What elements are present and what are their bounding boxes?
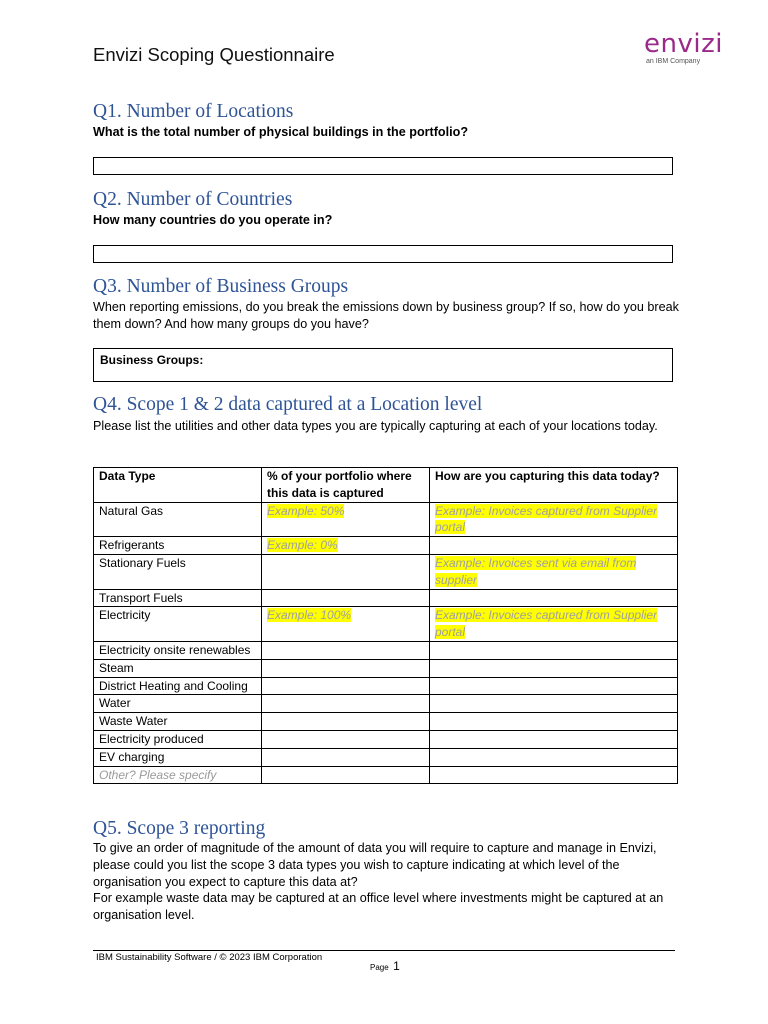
table-row xyxy=(94,589,678,607)
q1-answer-field[interactable] xyxy=(93,157,673,175)
table-row xyxy=(94,554,678,589)
example-hint: Example: Invoices captured from Supplier portal xyxy=(435,608,658,640)
data-type-cell: District Heating and Cooling xyxy=(94,677,262,695)
other-data-type-cell[interactable]: Other? Please specify xyxy=(94,766,262,784)
portfolio-pct-cell[interactable] xyxy=(262,607,430,642)
q3-heading: Q3. Number of Business Groups xyxy=(93,276,349,297)
table-row xyxy=(94,677,678,695)
capture-method-cell[interactable] xyxy=(430,554,678,589)
portfolio-pct-cell[interactable] xyxy=(262,713,430,731)
portfolio-pct-cell[interactable] xyxy=(262,659,430,677)
q2-question: How many countries do you operate in? xyxy=(93,213,333,227)
q1-heading: Q1. Number of Locations xyxy=(93,101,294,122)
table-row xyxy=(94,537,678,555)
capture-method-cell[interactable] xyxy=(430,589,678,607)
capture-method-cell[interactable] xyxy=(430,607,678,642)
portfolio-pct-cell[interactable] xyxy=(262,730,430,748)
data-type-cell: Stationary Fuels xyxy=(94,554,262,589)
envizi-logo xyxy=(644,30,740,66)
capture-method-cell[interactable] xyxy=(430,659,678,677)
capture-method-cell[interactable] xyxy=(430,766,678,784)
portfolio-pct-cell[interactable] xyxy=(262,537,430,555)
portfolio-pct-cell[interactable] xyxy=(262,695,430,713)
capture-method-cell[interactable] xyxy=(430,677,678,695)
page-number-value: 1 xyxy=(393,959,400,973)
table-row xyxy=(94,730,678,748)
example-hint: Example: 100% xyxy=(267,608,352,623)
capture-method-cell[interactable] xyxy=(430,502,678,537)
column-header-portfolio-pct: % of your portfolio where this data is captured xyxy=(262,468,430,503)
logo-tagline: an IBM Company xyxy=(646,58,701,65)
capture-method-cell[interactable] xyxy=(430,730,678,748)
q1-question: What is the total number of physical buildings in the portfolio? xyxy=(93,125,469,139)
portfolio-pct-cell[interactable] xyxy=(262,766,430,784)
data-type-cell: EV charging xyxy=(94,748,262,766)
q5-question: To give an order of magnitude of the amount of data you will require to capture and manage in Envizi, please could you list the scope 3 data types you wish to capture indicating at which level of the organisation you expect to capture this data at? xyxy=(93,841,657,889)
data-type-cell: Refrigerants xyxy=(94,537,262,555)
capture-method-cell[interactable] xyxy=(430,537,678,555)
q4-question: Please list the utilities and other data types you are typically capturing at each of your locations today. xyxy=(93,419,658,433)
table-row xyxy=(94,695,678,713)
table-row xyxy=(94,659,678,677)
business-groups-label: Business Groups: xyxy=(100,353,204,367)
table-row xyxy=(94,607,678,642)
example-hint: Example: 50% xyxy=(267,503,345,518)
logo-wordmark: envizi xyxy=(644,29,723,59)
data-type-cell: Steam xyxy=(94,659,262,677)
portfolio-pct-cell[interactable] xyxy=(262,589,430,607)
data-type-cell: Transport Fuels xyxy=(94,589,262,607)
portfolio-pct-cell[interactable] xyxy=(262,748,430,766)
scope-data-table xyxy=(93,467,678,784)
document-title: Envizi Scoping Questionnaire xyxy=(93,44,335,65)
capture-method-cell[interactable] xyxy=(430,695,678,713)
example-hint: Example: Invoices sent via email from supplier xyxy=(435,555,637,587)
data-type-cell: Waste Water xyxy=(94,713,262,731)
q5-heading: Q5. Scope 3 reporting xyxy=(93,818,266,839)
page-number xyxy=(370,957,400,975)
footer-copyright: IBM Sustainability Software / © 2023 IBM Corporation xyxy=(96,952,323,963)
table-row xyxy=(94,502,678,537)
q4-heading: Q4. Scope 1 & 2 data captured at a Location level xyxy=(93,394,483,415)
example-hint: Example: Invoices captured from Supplier portal xyxy=(435,503,658,535)
q3-question: When reporting emissions, do you break the emissions down by business group? If so, how do you break them down? And how many groups do you have? xyxy=(93,300,679,331)
portfolio-pct-cell[interactable] xyxy=(262,502,430,537)
page-label: Page xyxy=(370,963,389,972)
portfolio-pct-cell[interactable] xyxy=(262,554,430,589)
capture-method-cell[interactable] xyxy=(430,641,678,659)
footer-divider xyxy=(93,950,675,951)
column-header-capture-method: How are you capturing this data today? xyxy=(430,468,678,503)
q3-answer-field[interactable] xyxy=(93,348,673,382)
data-type-cell: Water xyxy=(94,695,262,713)
capture-method-cell[interactable] xyxy=(430,748,678,766)
table-row xyxy=(94,641,678,659)
table-body xyxy=(94,502,678,784)
data-type-cell: Electricity produced xyxy=(94,730,262,748)
table-row-other xyxy=(94,766,678,784)
data-type-cell: Electricity xyxy=(94,607,262,642)
table-row xyxy=(94,713,678,731)
q2-answer-field[interactable] xyxy=(93,245,673,263)
table-row xyxy=(94,748,678,766)
q2-heading: Q2. Number of Countries xyxy=(93,189,293,210)
column-header-data-type: Data Type xyxy=(94,468,262,503)
data-type-cell: Electricity onsite renewables xyxy=(94,641,262,659)
table-header-row xyxy=(94,468,678,503)
data-type-cell: Natural Gas xyxy=(94,502,262,537)
example-hint: Example: 0% xyxy=(267,538,338,553)
portfolio-pct-cell[interactable] xyxy=(262,641,430,659)
q5-example: For example waste data may be captured at an office level where investments might be captured at an organisation level. xyxy=(93,891,664,922)
capture-method-cell[interactable] xyxy=(430,713,678,731)
portfolio-pct-cell[interactable] xyxy=(262,677,430,695)
